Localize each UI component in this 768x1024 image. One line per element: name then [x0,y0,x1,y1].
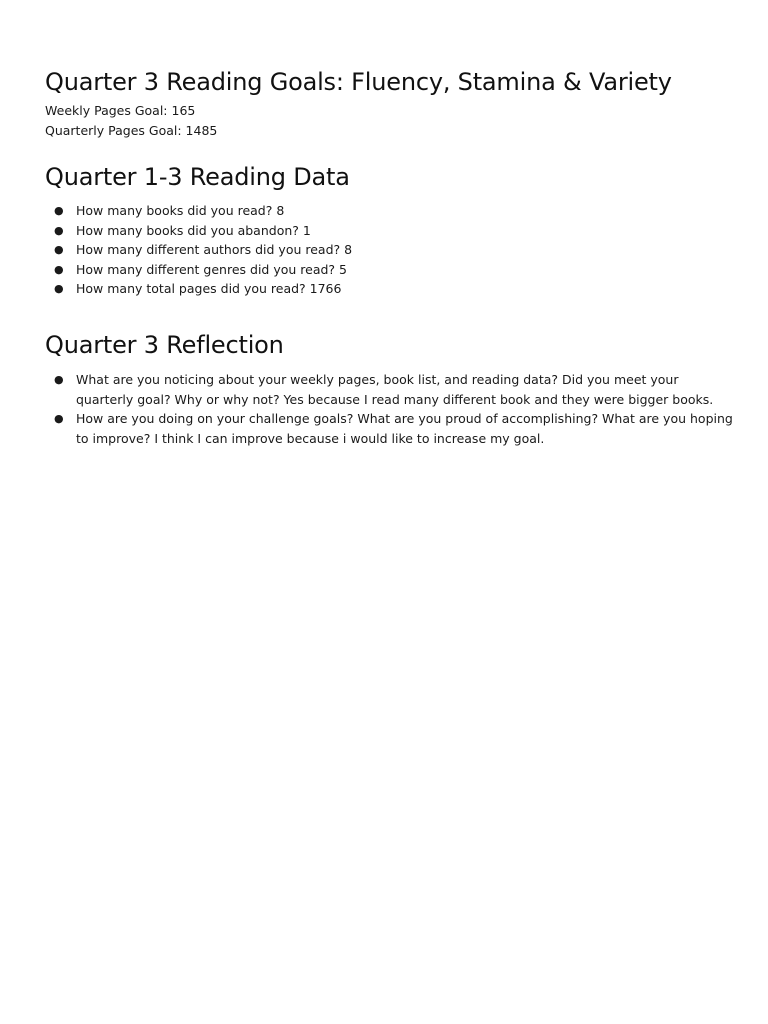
list-item-text: How many different genres did you read? 5 [76,261,347,277]
reflection-list [45,370,735,448]
bullet-icon: ● [54,204,64,217]
reading-data-heading: Quarter 1-3 Reading Data [45,163,350,191]
list-item [45,201,735,221]
bullet-icon: ● [54,282,64,295]
quarterly-pages-goal: Quarterly Pages Goal: 1485 [45,123,218,138]
bullet-icon: ● [54,373,64,386]
bullet-icon: ● [54,412,64,425]
list-item [45,409,735,448]
bullet-icon: ● [54,262,64,276]
list-item [45,240,735,260]
list-item-text: How many total pages did you read? 1766 [76,281,342,296]
list-item-text: How many different authors did you read? 8 [76,242,353,257]
bullet-icon: ● [54,223,64,237]
bullet-icon: ● [54,243,64,256]
reflection-heading: Quarter 3 Reflection [45,331,284,359]
list-item [45,370,735,409]
list-item [45,260,735,280]
list-item-text: How are you doing on your challenge goals? What are you proud of accomplishing? What are you hoping to improve? I think I can improve because i would like to increase my goal. [76,411,733,446]
reading-data-list [45,201,735,299]
list-item [45,279,735,299]
weekly-pages-goal: Weekly Pages Goal: 165 [45,103,196,118]
list-item-text: How many books did you abandon? 1 [76,222,311,238]
document-title: Quarter 3 Reading Goals: Fluency, Stamina & Variety [45,68,672,96]
list-item-text: What are you noticing about your weekly pages, book list, and reading data? Did you meet your quarterly goal? Why or why not? Yes because I read many different book and they were bigger books. [76,372,714,407]
list-item-text: How many books did you read? 8 [76,203,285,218]
list-item [45,221,735,241]
